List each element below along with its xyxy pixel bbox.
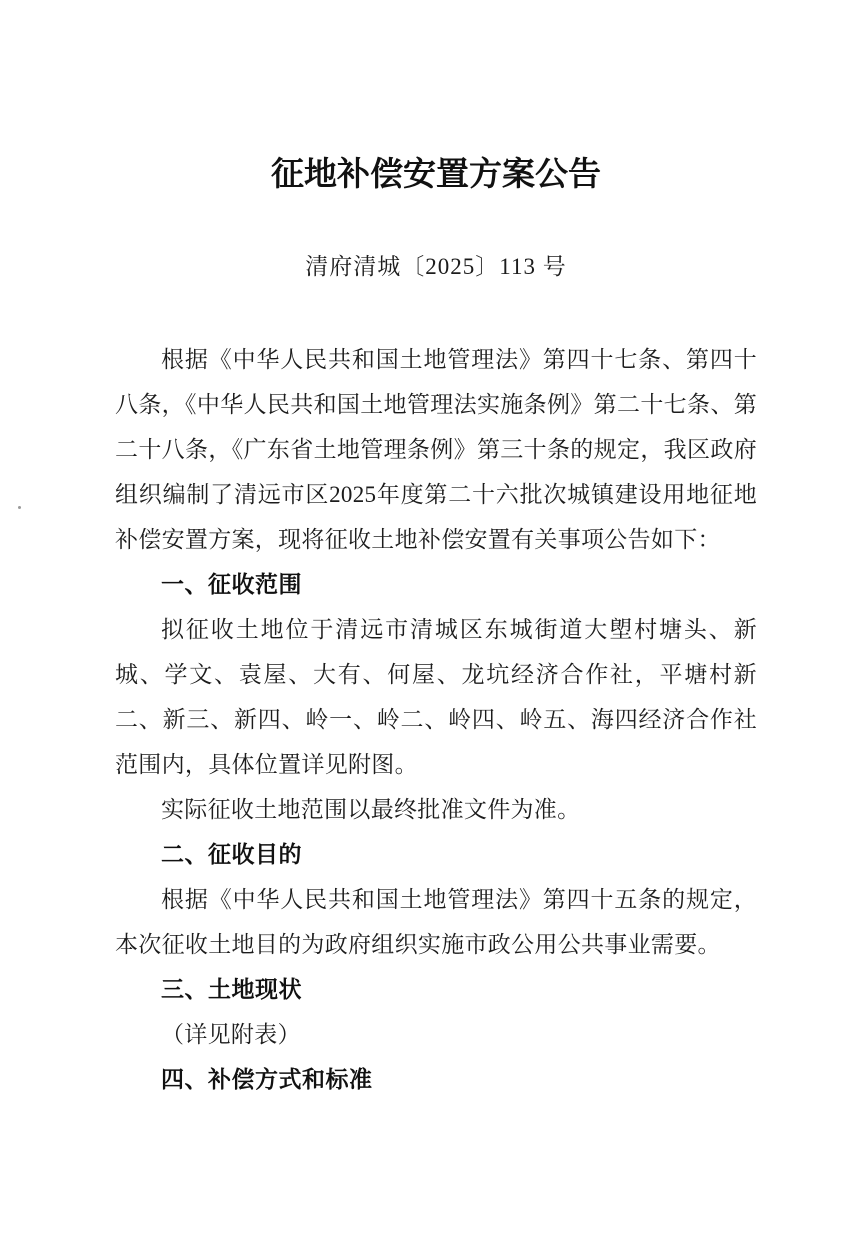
document-body: [115, 337, 757, 1102]
paragraph-scope-detail: 拟征收土地位于清远市清城区东城街道大塱村塘头、新城、学文、袁屋、大有、何屋、龙坑经济合作社，平塘村新二、新三、新四、岭一、岭二、岭四、岭五、海四经济合作社范围内，具体位置详见附图。: [115, 617, 757, 777]
document-number: 清府清城〔2025〕113 号: [305, 254, 567, 279]
scan-artifact-dot: [18, 506, 21, 509]
paragraph-scope-final: 实际征收土地范围以最终批准文件为准。: [161, 797, 581, 822]
section-heading-land-status: 三、土地现状: [161, 976, 302, 1002]
paragraph-purpose-detail: 根据《中华人民共和国土地管理法》第四十五条的规定，本次征收土地目的为政府组织实施市政公用公共事业需要。: [115, 887, 757, 957]
section-heading-compensation: 四、补偿方式和标准: [161, 1066, 373, 1092]
section-heading-scope: 一、征收范围: [161, 571, 302, 597]
section-heading-purpose: 二、征收目的: [161, 841, 302, 867]
paragraph-legal-basis: 根据《中华人民共和国土地管理法》第四十七条、第四十八条，《中华人民共和国土地管理法实施条例》第二十七条、第二十八条，《广东省土地管理条例》第三十条的规定，我区政府组织编制了清远市区2025年度第二十六批次城镇建设用地征地补偿安置方案，现将征收土地补偿安置有关事项公告如下：: [115, 347, 757, 552]
document-content: [115, 0, 757, 1102]
paragraph-see-attached-table: （详见附表）: [161, 1022, 301, 1047]
document-title: 征地补偿安置方案公告: [271, 157, 601, 193]
